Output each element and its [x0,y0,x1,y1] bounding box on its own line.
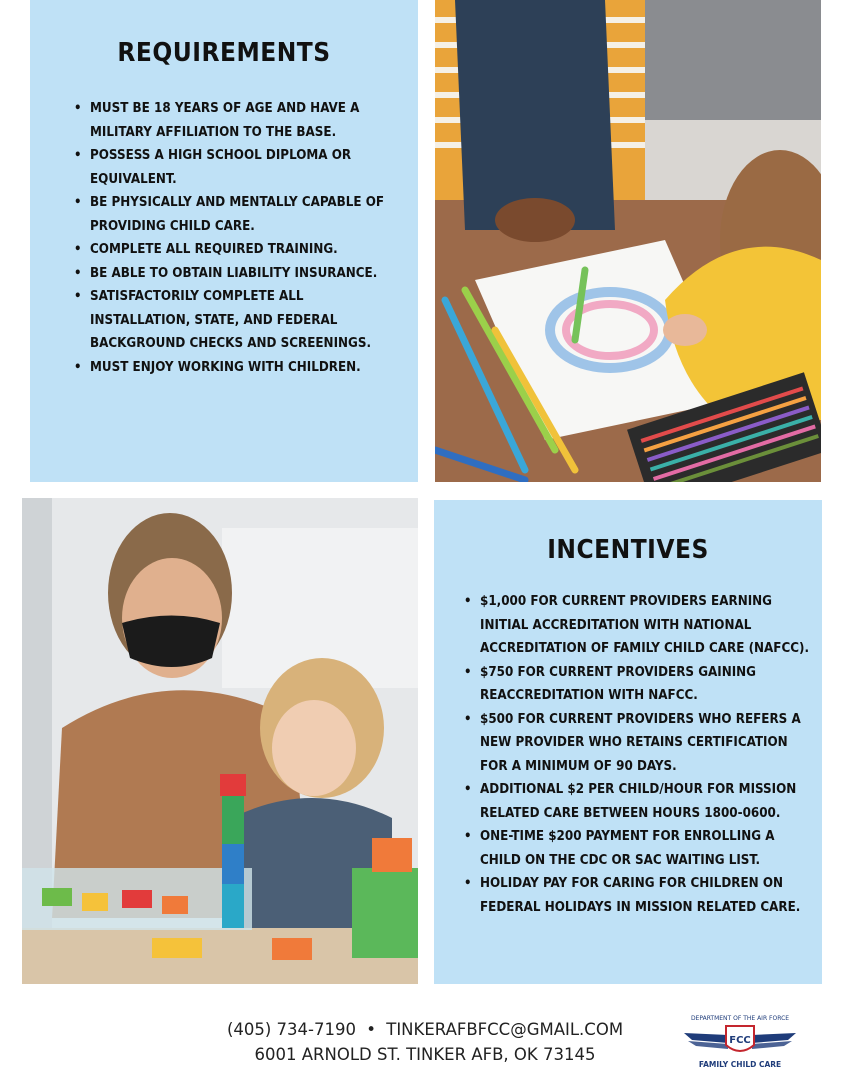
photo-children-drawing [435,0,821,482]
fcc-logo [680,1013,800,1073]
separator-dot: • [366,1020,376,1039]
address-line: 6001 ARNOLD ST. TINKER AFB, OK 73145 [254,1045,596,1064]
requirements-panel [30,0,418,482]
list-item: • BE PHYSICALLY AND MENTALLY CAPABLE OF PROVIDING CHILD CARE. [74,191,394,238]
incentives-list [464,590,816,919]
list-item: • HOLIDAY PAY FOR CARING FOR CHILDREN ON FEDERAL HOLIDAYS IN MISSION RELATED CARE. [464,872,816,919]
list-item: • MUST ENJOY WORKING WITH CHILDREN. [74,356,394,380]
photo-teacher-toddler [22,498,418,984]
phone-number: (405) 734-7190 [226,1020,356,1039]
list-item: • ONE-TIME $200 PAYMENT FOR ENROLLING A CHILD ON THE CDC OR SAC WAITING LIST. [464,825,816,872]
logo-top-text: DEPARTMENT OF THE AIR FORCE [690,1015,790,1022]
incentives-title: INCENTIVES [547,535,709,565]
email-address: TINKERAFBFCC@GMAIL.COM [386,1020,624,1039]
list-item: • $750 FOR CURRENT PROVIDERS GAINING REACCREDITATION WITH NAFCC. [464,661,816,708]
incentives-panel [434,500,822,984]
logo-bottom-text: FAMILY CHILD CARE [698,1060,782,1069]
list-item: • $500 FOR CURRENT PROVIDERS WHO REFERS A NEW PROVIDER WHO RETAINS CERTIFICATION FOR A MINIMUM OF 90 DAYS. [464,708,816,779]
list-item: • $1,000 FOR CURRENT PROVIDERS EARNING INITIAL ACCREDITATION WITH NATIONAL ACCREDITATION OF FAMILY CHILD CARE (NAFCC). [464,590,816,661]
logo-badge-text: FCC [729,1035,751,1046]
list-item: • ADDITIONAL $2 PER CHILD/HOUR FOR MISSION RELATED CARE BETWEEN HOURS 1800-0600. [464,778,816,825]
requirements-title: REQUIREMENTS [117,38,331,68]
list-item: • SATISFACTORILY COMPLETE ALL INSTALLATION, STATE, AND FEDERAL BACKGROUND CHECKS AND SCREENINGS. [74,285,394,356]
list-item: • POSSESS A HIGH SCHOOL DIPLOMA OR EQUIVALENT. [74,144,394,191]
list-item: • BE ABLE TO OBTAIN LIABILITY INSURANCE. [74,262,394,286]
list-item: • MUST BE 18 YEARS OF AGE AND HAVE A MILITARY AFFILIATION TO THE BASE. [74,97,394,144]
requirements-list [74,97,394,379]
list-item: • COMPLETE ALL REQUIRED TRAINING. [74,238,394,262]
